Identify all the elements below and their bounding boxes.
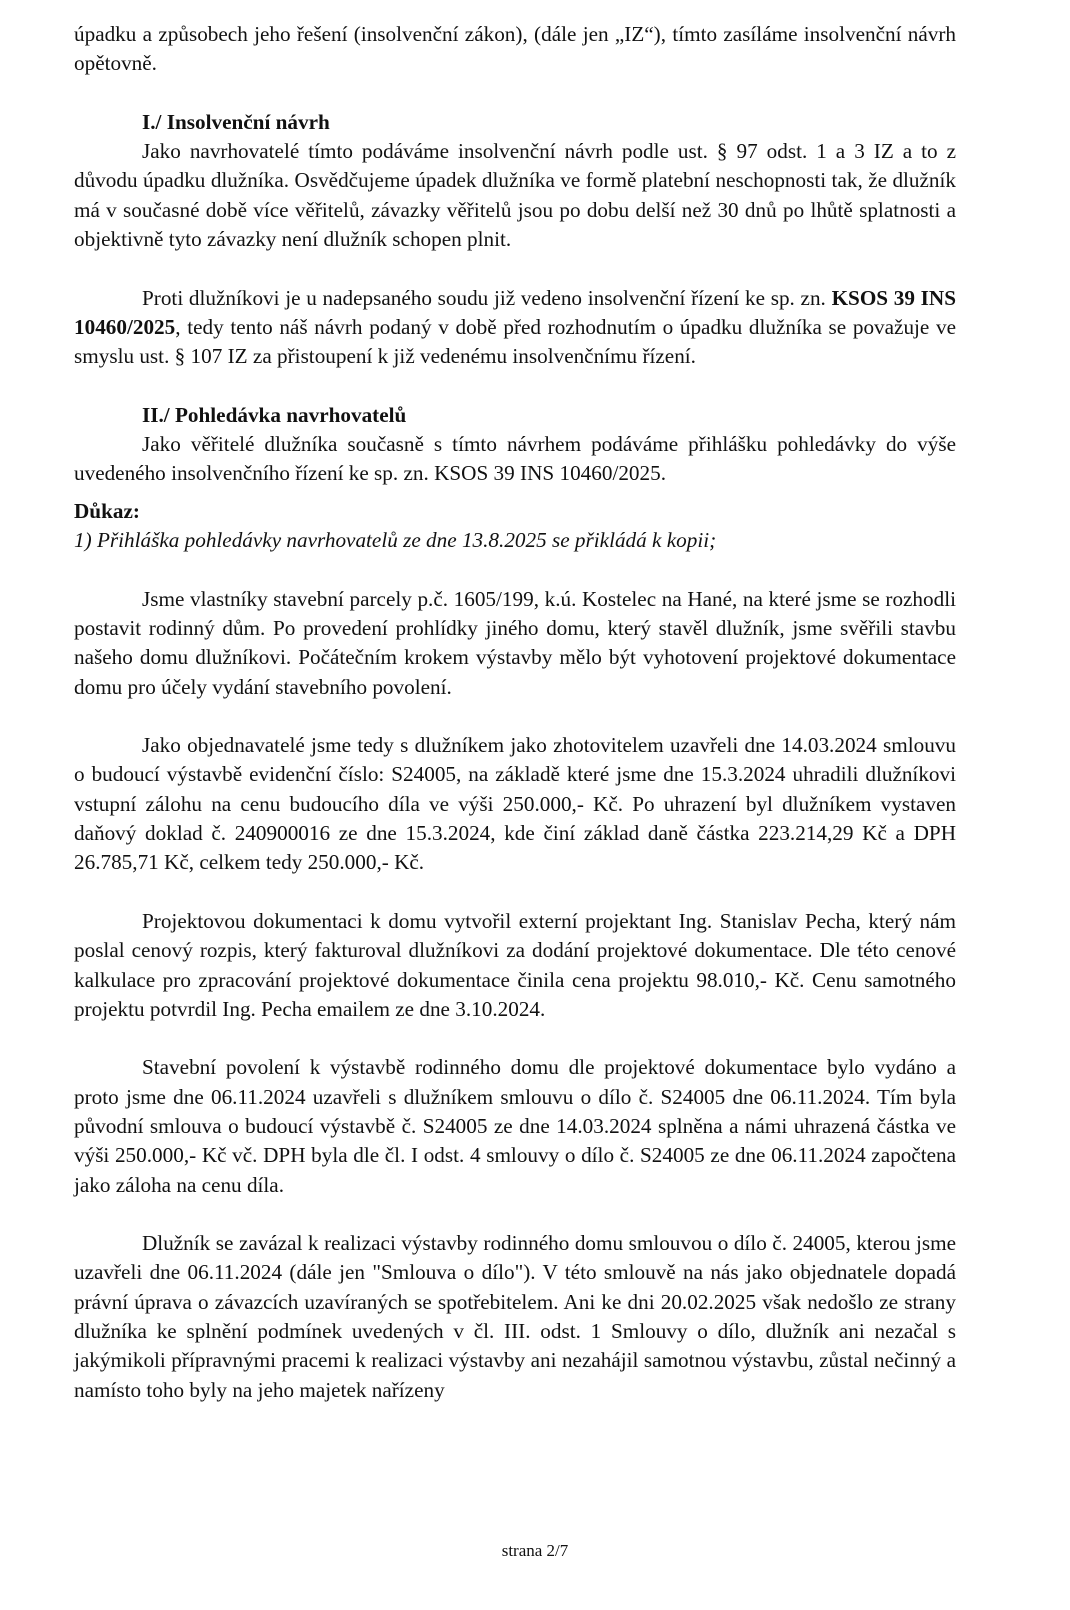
- section-2-paragraph-1: Jako věřitelé dlužníka současně s tímto návrhem podáváme přihlášku pohledávky do výše uvedeného insolvenčního řízení ke sp. zn. KSOS 39 INS 10460/2025.: [74, 432, 956, 486]
- evidence-label: Důkaz:: [74, 498, 140, 523]
- intro-paragraph: úpadku a způsobech jeho řešení (insolvenční zákon), (dále jen „IZ“), tímto zasíláme insolvenční návrh opětovně.: [74, 22, 956, 76]
- debtor-paragraph: Dlužník se zavázal k realizaci výstavby rodinného domu smlouvou o dílo č. 24005, kterou jsme uzavřeli dne 06.11.2024 (dále jen "Smlouva o dílo"). V této smlouvě na nás jako objednatele dopadá právní úprava o závazcích uzavíraných se spotřebitelem. Ani ke dni 20.02.2025 však nedošlo ze strany dlužníka ke splnění podmínek uvedených v čl. III. odst. 1 Smlouvy o dílo, dlužník ani nezačal s jakýmikoli přípravnými pracemi k realizaci výstavby ani nezahájil samotnou výstavbu, zůstal nečinný a namísto toho byly na jeho majetek nařízeny: [74, 1231, 956, 1402]
- permit-paragraph: Stavební povolení k výstavbě rodinného domu dle projektové dokumentace bylo vydáno a proto jsme dne 06.11.2024 uzavřeli s dlužníkem smlouvu o dílo č. S24005 dne 06.11.2024. Tím byla původní smlouva o budoucí výstavbě č. S24005 ze dne 14.03.2024 splněna a námi uhrazená částka ve výši 250.000,- Kč vč. DPH byla dle čl. I odst. 4 smlouvy o dílo č. S24005 ze dne 06.11.2024 započtena jako záloha na cenu díla.: [74, 1055, 956, 1197]
- section-1-paragraph-1: Jako navrhovatelé tímto podáváme insolvenční návrh podle ust. § 97 odst. 1 a 3 IZ a to z důvodu úpadku dlužníka. Osvědčujeme úpadek dlužníka ve formě platební neschopnosti tak, že dlužník má v současné době více věřitelů, závazky věřitelů jsou po dobu delší než 30 dnů po lhůtě splatnosti a objektivně tyto závazky není dlužník schopen plnit.: [74, 139, 956, 252]
- section-1-paragraph-2: [74, 284, 956, 372]
- section-2-heading: II./ Pohledávka navrhovatelů: [142, 402, 407, 427]
- contract-paragraph: Jako objednavatelé jsme tedy s dlužníkem jako zhotovitelem uzavřeli dne 14.03.2024 smlouvu o budoucí výstavbě evidenční číslo: S24005, na základě které jsme dne 15.3.2024 uhradili dlužníkovi vstupní zálohu na cenu budoucího díla ve výši 250.000,- Kč. Po uhrazení byl dlužníkem vystaven daňový doklad č. 240900016 ze dne 15.3.2024, kde činí základ daně částka 223.214,29 Kč a DPH 26.785,71 Kč, celkem tedy 250.000,- Kč.: [74, 733, 956, 875]
- section-1-heading: I./ Insolvenční návrh: [142, 109, 330, 134]
- evidence-item: 1) Přihláška pohledávky navrhovatelů ze dne 13.8.2025 se přikládá k kopii;: [74, 528, 717, 553]
- page-number: strana 2/7: [501, 1541, 569, 1560]
- section-1-paragraph-2-end: , tedy tento náš návrh podaný v době před rozhodnutím o úpadku dlužníka se považuje ve smyslu ust. § 107 IZ za přistoupení k již vedenému insolvenčnímu řízení.: [74, 314, 956, 369]
- document-page: [74, 20, 956, 1405]
- case-number: KSOS 39 INS 10460/2025: [74, 285, 957, 339]
- owners-paragraph: Jsme vlastníky stavební parcely p.č. 1605/199, k.ú. Kostelec na Hané, na které jsme se rozhodli postavit rodinný dům. Po provedení prohlídky jiného domu, který stavěl dlužník, jsme svěřili stavbu našeho domu dlužníkovi. Počátečním krokem výstavby mělo být vyhotovení projektové dokumentace domu pro účely vydání stavebního povolení.: [74, 586, 956, 699]
- section-1-paragraph-2-start: Proti dlužníkovi je u nadepsaného soudu již vedeno insolvenční řízení ke sp. zn.: [142, 285, 826, 310]
- project-paragraph: Projektovou dokumentaci k domu vytvořil externí projektant Ing. Stanislav Pecha, který nám poslal cenový rozpis, který fakturoval dlužníkovi za dodání projektové dokumentace. Dle této cenové kalkulace pro zpracování projektové dokumentace činila cena projektu 98.010,- Kč. Cenu samotného projektu potvrdil Ing. Pecha emailem ze dne 3.10.2024.: [74, 908, 956, 1021]
